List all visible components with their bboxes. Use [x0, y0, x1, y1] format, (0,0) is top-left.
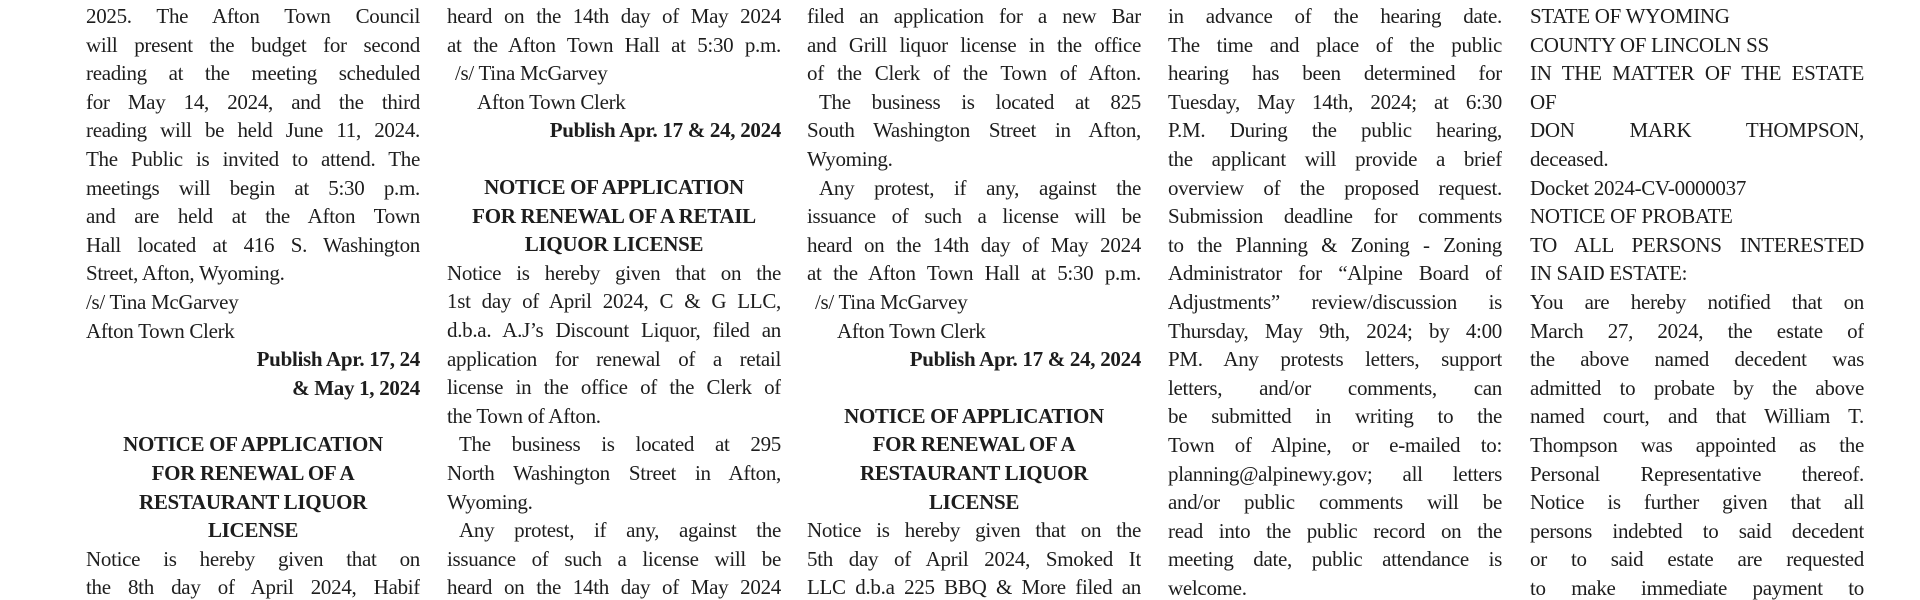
notice-body-line: d.b.a. A.J’s Discount Liquor, filed an: [447, 317, 781, 342]
notice-body-line: named court, and that William T.: [1530, 404, 1864, 429]
notice-body-line: Administrator for “Alpine Board of: [1168, 261, 1502, 286]
notice-body-line: Personal Representative thereof.: [1530, 461, 1864, 486]
notice-body-line: March 27, 2024, the estate of: [1530, 318, 1864, 343]
notice-heading-line: LICENSE: [928, 489, 1020, 514]
notice-body-line: The time and place of the public: [1168, 32, 1502, 57]
notice-body-line: reading at the meeting scheduled: [86, 61, 420, 86]
notice-body-line: deceased.: [1530, 146, 1609, 171]
notice-body-line: COUNTY OF LINCOLN SS: [1530, 32, 1769, 57]
notice-heading-line: NOTICE OF APPLICATION: [484, 174, 744, 199]
notice-body-line: license in the office of the Clerk of: [447, 375, 781, 400]
notice-heading-line: FOR RENEWAL OF A: [151, 460, 355, 485]
notice-body-line: meeting date, public attendance is: [1168, 547, 1502, 572]
notice-body-line: heard on the 14th day of May 2024: [447, 4, 781, 28]
notice-body-line: 1st day of April 2024, C & G LLC,: [447, 289, 781, 314]
notice-body-line: the above named decedent was: [1530, 347, 1864, 372]
notice-body-line: and/or public comments will be: [1168, 490, 1502, 515]
notice-body-line: issuance of such a license will be: [807, 204, 1141, 229]
notice-body-line: will present the budget for second: [86, 32, 420, 57]
notice-body-line: Town of Alpine, or e-mailed to:: [1168, 432, 1502, 457]
notice-body-line: Submission deadline for comments: [1168, 204, 1502, 229]
notice-body-line: South Washington Street in Afton,: [807, 118, 1141, 143]
notice-body-line: 2025. The Afton Town Council: [86, 4, 420, 28]
notice-body-line: at the Afton Town Hall at 5:30 p.m.: [447, 32, 781, 57]
notice-heading-line: LICENSE: [207, 518, 299, 543]
notice-body-line: the Town of Afton.: [447, 403, 601, 428]
notice-body-line: be submitted in writing to the: [1168, 404, 1502, 429]
notice-publish-line: Publish Apr. 17 & 24, 2024: [549, 118, 781, 143]
notice-body-line: P.M. During the public hearing,: [1168, 118, 1502, 143]
notice-body-line: welcome.: [1168, 575, 1247, 600]
notice-heading-line: NOTICE OF APPLICATION: [123, 432, 383, 457]
notice-body-line: You are hereby notified that on: [1530, 289, 1864, 314]
notice-heading-line: LIQUOR LICENSE: [524, 232, 704, 257]
notice-body-line: STATE OF WYOMING: [1530, 4, 1730, 28]
notice-body-line: admitted to probate by the above: [1530, 375, 1864, 400]
notice-body-line: IN THE MATTER OF THE ESTATE: [1530, 61, 1864, 86]
notice-body-line: Wyoming.: [807, 146, 893, 171]
notice-body-line: to make immediate payment to: [1530, 575, 1864, 600]
notice-heading-line: RESTAURANT LIQUOR: [138, 489, 368, 514]
notice-heading-line: NOTICE OF APPLICATION: [844, 403, 1104, 428]
notice-body-line: application for renewal of a retail: [447, 346, 781, 371]
notice-body-line: The business is located at 825: [819, 89, 1141, 114]
notice-body-line: the applicant will provide a brief: [1168, 146, 1502, 171]
notice-body-line: the 8th day of April 2024, Habif: [86, 575, 420, 600]
notice-body-line: Wyoming.: [447, 489, 533, 514]
notice-body-line: North Washington Street in Afton,: [447, 460, 781, 485]
notice-body-line: persons indebted to said decedent: [1530, 518, 1864, 543]
notice-column-5: [1530, 2, 1864, 600]
notice-body-line: filed an application for a new Bar: [807, 4, 1141, 28]
notice-body-line: 5th day of April 2024, Smoked It: [807, 546, 1141, 571]
notice-body-line: DON MARK THOMPSON,: [1530, 118, 1864, 143]
notice-body-line: hearing has been determined for: [1168, 61, 1502, 86]
notice-body-line: and are held at the Afton Town: [86, 204, 420, 229]
notice-body-line: heard on the 14th day of May 2024: [447, 575, 781, 600]
notice-heading-line: RESTAURANT LIQUOR: [859, 460, 1089, 485]
notice-body-line: TO ALL PERSONS INTERESTED: [1530, 232, 1864, 257]
notice-heading-line: FOR RENEWAL OF A: [872, 432, 1076, 457]
notice-body-line: PM. Any protests letters, support: [1168, 347, 1502, 372]
notice-column-1: [86, 2, 420, 600]
notice-body-line: of the Clerk of the Town of Afton.: [807, 61, 1141, 86]
notice-body-line: IN SAID ESTATE:: [1530, 261, 1688, 286]
notice-body-line: Adjustments” review/discussion is: [1168, 289, 1502, 314]
notice-body-line: Notice is hereby given that on the: [807, 518, 1141, 543]
notice-body-line: meetings will begin at 5:30 p.m.: [86, 175, 420, 200]
notice-column-4: [1168, 2, 1502, 600]
notice-body-line: OF: [1530, 89, 1557, 114]
notice-publish-line: Publish Apr. 17 & 24, 2024: [909, 347, 1141, 372]
notice-body-line: letters, and/or comments, can: [1168, 375, 1502, 400]
notice-body-line: Notice is further given that all: [1530, 490, 1864, 515]
notice-body-line: Any protest, if any, against the: [819, 175, 1141, 200]
notice-body-line: Tuesday, May 14th, 2024; at 6:30: [1168, 89, 1502, 114]
notice-body-line: Thursday, May 9th, 2024; by 4:00: [1168, 318, 1502, 343]
notice-publish-line: & May 1, 2024: [292, 375, 420, 400]
notice-sig-line: Afton Town Clerk: [477, 89, 626, 114]
notice-body-line: Hall located at 416 S. Washington: [86, 232, 420, 257]
notice-body-line: The business is located at 295: [459, 432, 781, 457]
notice-column-3: [807, 2, 1141, 600]
notice-body-line: Notice is hereby given that on the: [447, 260, 781, 285]
notice-body-line: Notice is hereby given that on: [86, 546, 420, 571]
notice-column-2: [447, 2, 781, 600]
notice-sig-line: /s/ Tina McGarvey: [455, 61, 608, 86]
notice-body-line: planning@alpinewy.gov; all letters: [1168, 461, 1502, 486]
notice-body-line: read into the public record on the: [1168, 518, 1502, 543]
notice-body-line: and Grill liquor license in the office: [807, 32, 1141, 57]
notice-body-line: Docket 2024-CV-0000037: [1530, 175, 1747, 200]
notice-body-line: in advance of the hearing date.: [1168, 4, 1502, 28]
notice-sig-line: Afton Town Clerk: [837, 318, 986, 343]
notice-publish-line: Publish Apr. 17, 24: [256, 347, 420, 372]
notice-body-line: heard on the 14th day of May 2024: [807, 232, 1141, 257]
notice-body-line: Any protest, if any, against the: [459, 518, 781, 543]
notice-body-line: NOTICE OF PROBATE: [1530, 204, 1733, 229]
notice-body-line: issuance of such a license will be: [447, 546, 781, 571]
notice-body-line: Thompson was appointed as the: [1530, 432, 1864, 457]
notice-body-line: Street, Afton, Wyoming.: [86, 261, 285, 286]
notice-body-line: at the Afton Town Hall at 5:30 p.m.: [807, 261, 1141, 286]
notice-sig-line: Afton Town Clerk: [86, 318, 235, 343]
notice-heading-line: FOR RENEWAL OF A RETAIL: [472, 203, 756, 228]
notice-sig-line: /s/ Tina McGarvey: [815, 289, 968, 314]
notice-sig-line: /s/ Tina McGarvey: [86, 289, 239, 314]
notice-body-line: overview of the proposed request.: [1168, 175, 1502, 200]
notice-body-line: LLC d.b.a 225 BBQ & More filed an: [807, 575, 1141, 600]
notice-body-line: reading will be held June 11, 2024.: [86, 118, 420, 143]
notice-body-line: to the Planning & Zoning - Zoning: [1168, 232, 1502, 257]
notice-body-line: The Public is invited to attend. The: [86, 146, 420, 171]
notice-body-line: for May 14, 2024, and the third: [86, 89, 420, 114]
notice-body-line: or to said estate are requested: [1530, 547, 1864, 572]
